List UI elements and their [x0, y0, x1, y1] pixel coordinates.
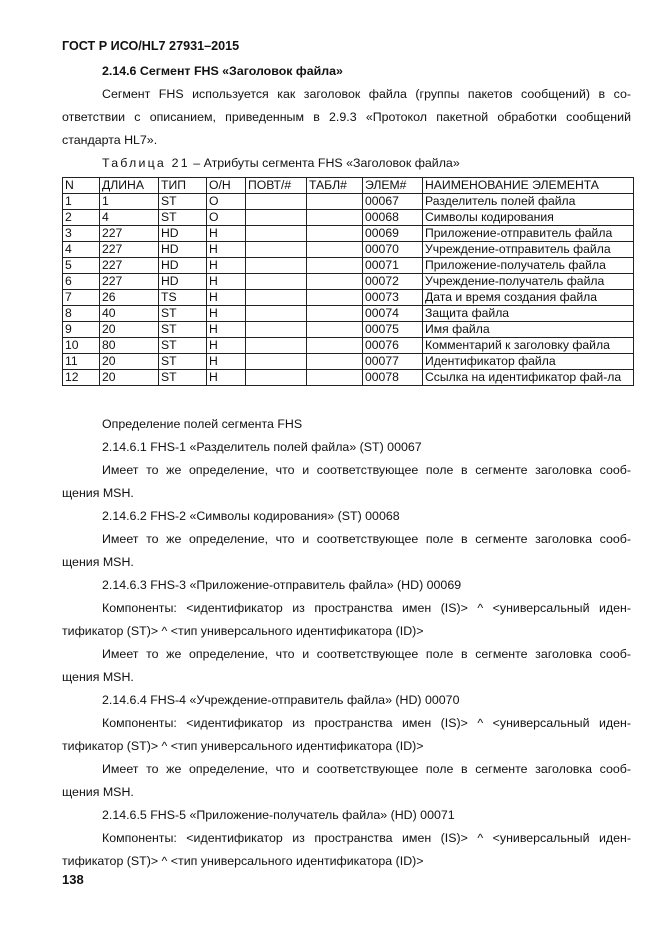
table-cell: 00077 [363, 354, 423, 370]
table-cell: Символы кодирования [423, 210, 634, 226]
field-definition-line: щения MSH. [62, 486, 134, 500]
table-cell: 00074 [363, 306, 423, 322]
fields-intro: Определение полей сегмента FHS [102, 417, 303, 431]
table-cell [307, 258, 363, 274]
column-header: ТАБЛ# [307, 178, 363, 194]
column-header: ТИП [159, 178, 207, 194]
table-cell: Разделитель полей файла [423, 194, 634, 210]
table-row [63, 306, 634, 322]
table-cell [307, 338, 363, 354]
column-header: N [63, 178, 100, 194]
field-definition-line: щения MSH. [62, 670, 134, 684]
field-title: 2.14.6.5 FHS-5 «Приложение-получатель файла» (HD) 00071 [102, 808, 455, 822]
field-definition-line: Имеет то же определение, что и соответствующее поле в сегменте заголовка сооб- [102, 463, 631, 477]
table-cell [307, 290, 363, 306]
table-cell: HD [159, 258, 207, 274]
table-cell [307, 210, 363, 226]
table-cell [307, 242, 363, 258]
field-components-line: Компоненты: <идентификатор из пространства имен (IS)> ^ <универсальный иден- [102, 831, 631, 845]
table-cell: 00071 [363, 258, 423, 274]
table-row [63, 274, 634, 290]
column-header: ПОВТ/# [246, 178, 307, 194]
table-row [63, 210, 634, 226]
table-cell: 00076 [363, 338, 423, 354]
table-cell [246, 226, 307, 242]
page-number: 138 [62, 872, 84, 887]
section-title: 2.14.6 Сегмент FHS «Заголовок файла» [102, 64, 343, 78]
table-cell: 00069 [363, 226, 423, 242]
table-cell: Учреждение-отправитель файла [423, 242, 634, 258]
table-cell [246, 194, 307, 210]
field-components-line: тификатор (ST)> ^ <тип универсального идентификатора (ID)> [62, 739, 424, 753]
table-cell: 8 [63, 306, 100, 322]
table-cell: ST [159, 194, 207, 210]
table-cell: Имя файла [423, 322, 634, 338]
table-cell: 80 [100, 338, 159, 354]
table-cell: Приложение-получатель файла [423, 258, 634, 274]
table-cell: Комментарий к заголовку файла [423, 338, 634, 354]
table-cell: Ссылка на идентификатор фай-ла [423, 370, 634, 386]
table-cell: H [207, 370, 246, 386]
table-cell: 20 [100, 370, 159, 386]
table-cell [307, 306, 363, 322]
table-cell [246, 322, 307, 338]
intro-line-1: Сегмент FHS используется как заголовок файла (группы пакетов сообщений) в со- [102, 87, 631, 101]
table-cell [246, 338, 307, 354]
table-cell: 00070 [363, 242, 423, 258]
table-cell: 1 [63, 194, 100, 210]
table-cell: ST [159, 370, 207, 386]
table-row [63, 338, 634, 354]
field-title: 2.14.6.1 FHS-1 «Разделитель полей файла» (ST) 00067 [102, 440, 422, 454]
table-cell: 10 [63, 338, 100, 354]
table-row [63, 370, 634, 386]
table-cell: 40 [100, 306, 159, 322]
table-cell: ST [159, 338, 207, 354]
table-cell: 00075 [363, 322, 423, 338]
field-components-line: тификатор (ST)> ^ <тип универсального идентификатора (ID)> [62, 854, 424, 868]
table-cell: H [207, 290, 246, 306]
table-cell: 20 [100, 322, 159, 338]
table-cell: Приложение-отправитель файла [423, 226, 634, 242]
table-cell [307, 274, 363, 290]
table-cell: 227 [100, 274, 159, 290]
table-cell: 00072 [363, 274, 423, 290]
column-header: ДЛИНА [100, 178, 159, 194]
table-cell: H [207, 322, 246, 338]
table-row [63, 242, 634, 258]
table-cell: Дата и время создания файла [423, 290, 634, 306]
table-cell: 6 [63, 274, 100, 290]
field-components-line: Компоненты: <идентификатор из пространства имен (IS)> ^ <универсальный иден- [102, 601, 631, 615]
table-cell: HD [159, 242, 207, 258]
table-cell: 12 [63, 370, 100, 386]
table-row [63, 354, 634, 370]
column-header: ЭЛЕМ# [363, 178, 423, 194]
table-cell: 3 [63, 226, 100, 242]
table-cell: H [207, 274, 246, 290]
table-cell: 00068 [363, 210, 423, 226]
table-cell: 26 [100, 290, 159, 306]
table-cell: H [207, 226, 246, 242]
table-cell [246, 274, 307, 290]
table-cell: H [207, 354, 246, 370]
field-components-line: тификатор (ST)> ^ <тип универсального идентификатора (ID)> [62, 624, 424, 638]
table-caption-dash: – [193, 156, 201, 170]
field-definition-line: щения MSH. [62, 555, 134, 569]
table-cell: H [207, 242, 246, 258]
table-cell: 7 [63, 290, 100, 306]
table-header-row [63, 178, 634, 194]
intro-line-2: ответствии с описанием, приведенным в 2.9.3 «Протокол пакетной обработки сообщений [62, 110, 631, 124]
table-row [63, 322, 634, 338]
table-row [63, 258, 634, 274]
table-cell: 227 [100, 226, 159, 242]
table-cell: HD [159, 226, 207, 242]
intro-line-3: стандарта HL7». [62, 133, 158, 147]
table-cell [307, 322, 363, 338]
table-row [63, 226, 634, 242]
attributes-table [62, 177, 634, 386]
table-cell [307, 194, 363, 210]
table-cell: H [207, 306, 246, 322]
table-cell: ST [159, 210, 207, 226]
table-cell: 11 [63, 354, 100, 370]
table-cell: ST [159, 306, 207, 322]
table-cell: 00078 [363, 370, 423, 386]
table-cell: 227 [100, 258, 159, 274]
table-caption [102, 156, 460, 170]
table-cell: HD [159, 274, 207, 290]
table-caption-label: Таблица 21 [102, 156, 190, 170]
table-cell [246, 370, 307, 386]
table-cell [307, 370, 363, 386]
table-cell: ST [159, 354, 207, 370]
field-definition-line: Имеет то же определение, что и соответствующее поле в сегменте заголовка сооб- [102, 762, 631, 776]
field-title: 2.14.6.2 FHS-2 «Символы кодирования» (ST) 00068 [102, 509, 400, 523]
column-header: НАИМЕНОВАНИЕ ЭЛЕМЕНТА [423, 178, 634, 194]
table-cell: O [207, 194, 246, 210]
table-cell [307, 354, 363, 370]
table-cell [246, 290, 307, 306]
table-cell [246, 306, 307, 322]
field-components-line: Компоненты: <идентификатор из пространства имен (IS)> ^ <универсальный иден- [102, 716, 631, 730]
table-row [63, 194, 634, 210]
field-definition-line: Имеет то же определение, что и соответствующее поле в сегменте заголовка сооб- [102, 647, 631, 661]
table-cell: 4 [63, 242, 100, 258]
table-cell: Защита файла [423, 306, 634, 322]
table-cell [246, 210, 307, 226]
table-cell [246, 258, 307, 274]
table-cell: Учреждение-получатель файла [423, 274, 634, 290]
table-cell: 20 [100, 354, 159, 370]
table-cell: H [207, 338, 246, 354]
table-cell: H [207, 258, 246, 274]
table-cell: 5 [63, 258, 100, 274]
table-body [63, 194, 634, 386]
field-title: 2.14.6.4 FHS-4 «Учреждение-отправитель файла» (HD) 00070 [102, 693, 460, 707]
table-caption-text: Атрибуты сегмента FHS «Заголовок файла» [203, 156, 460, 170]
table-row [63, 290, 634, 306]
document-header: ГОСТ Р ИСО/HL7 27931–2015 [62, 39, 240, 53]
table-cell: 1 [100, 194, 159, 210]
table-cell: 4 [100, 210, 159, 226]
table-cell [307, 226, 363, 242]
column-header: О/Н [207, 178, 246, 194]
table-cell: O [207, 210, 246, 226]
table-cell: 2 [63, 210, 100, 226]
table-cell: 227 [100, 242, 159, 258]
table-cell [246, 354, 307, 370]
field-definition-line: Имеет то же определение, что и соответствующее поле в сегменте заголовка сооб- [102, 532, 631, 546]
table-cell: 00067 [363, 194, 423, 210]
table-cell [246, 242, 307, 258]
table-cell: TS [159, 290, 207, 306]
table-cell: Идентификатор файла [423, 354, 634, 370]
table-cell: 00073 [363, 290, 423, 306]
table-cell: ST [159, 322, 207, 338]
field-definition-line: щения MSH. [62, 785, 134, 799]
field-title: 2.14.6.3 FHS-3 «Приложение-отправитель файла» (HD) 00069 [102, 578, 462, 592]
table-cell: 9 [63, 322, 100, 338]
